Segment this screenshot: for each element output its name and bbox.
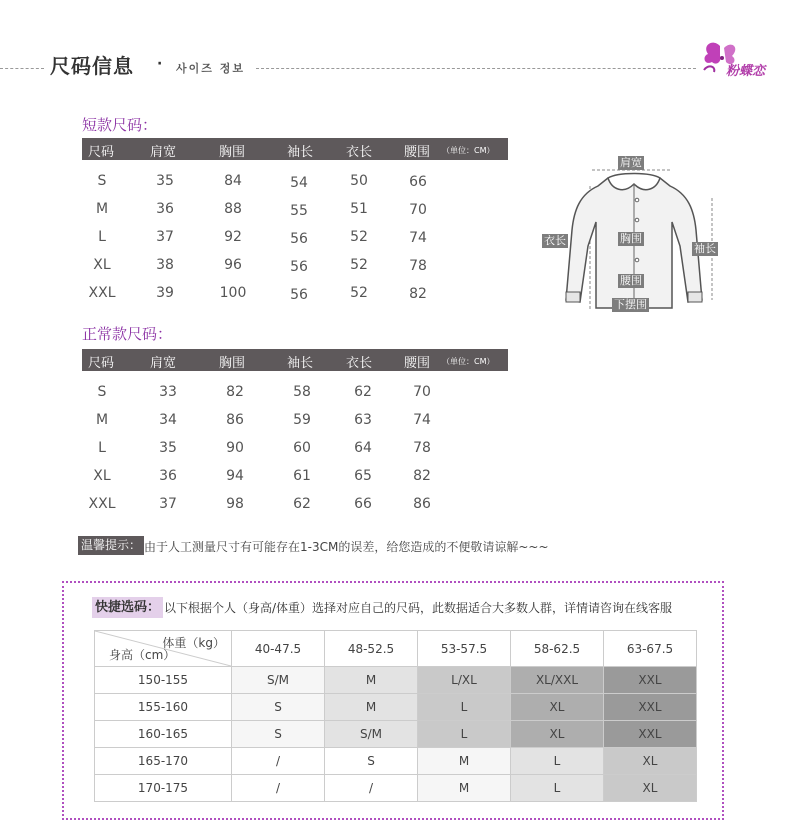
height-cell: 170-175 (95, 775, 232, 802)
regular-size-header (82, 349, 508, 371)
cell: 86 (413, 496, 431, 512)
cell: 70 (409, 202, 427, 218)
size-cell: XL (604, 775, 697, 802)
label-length: 衣长 (544, 234, 566, 247)
header-waist: 腰围 (404, 356, 431, 371)
size-cell: L (418, 721, 511, 748)
cell: 39 (156, 285, 174, 301)
cell: XXL (88, 496, 116, 512)
weight-col: 53-57.5 (418, 631, 511, 667)
cell: 63 (354, 412, 372, 428)
header-dash-right (256, 68, 696, 69)
size-cell: M (418, 775, 511, 802)
cell: S (97, 173, 107, 189)
header-chest: 胸围 (219, 356, 246, 371)
note-text: 由于人工测量尺寸有可能存在1-3CM的误差，给您造成的不便敬请谅解~~~ (144, 540, 549, 554)
size-cell: XXL (604, 721, 697, 748)
height-cell: 155-160 (95, 694, 232, 721)
height-cell: 150-155 (95, 667, 232, 694)
cell: 66 (409, 174, 427, 190)
size-cell: M (325, 694, 418, 721)
cell: 54 (290, 175, 308, 191)
cell: 51 (350, 201, 368, 217)
quick-select-tag: 快捷选码： (92, 597, 163, 618)
corner-cell (95, 631, 232, 667)
size-cell: S/M (232, 667, 325, 694)
cell: 100 (219, 285, 247, 301)
cell: 90 (226, 440, 244, 456)
cell: 64 (354, 440, 372, 456)
cell: 50 (350, 173, 368, 189)
weight-col: 58-62.5 (511, 631, 604, 667)
weight-col: 48-52.5 (325, 631, 418, 667)
size-cell: XL (511, 694, 604, 721)
size-cell: XL (604, 748, 697, 775)
cell: S (97, 384, 107, 400)
weight-col: 40-47.5 (232, 631, 325, 667)
size-cell: S/M (325, 721, 418, 748)
cell: 78 (413, 440, 431, 456)
shirt-diagram (540, 150, 730, 320)
cell: 86 (226, 412, 244, 428)
cell: 82 (409, 286, 427, 302)
height-cell: 165-170 (95, 748, 232, 775)
size-cell: XL/XXL (511, 667, 604, 694)
cell: 74 (413, 412, 431, 428)
cell: 55 (290, 203, 308, 219)
cell: 62 (354, 384, 372, 400)
page-subtitle: 사이즈 정보 (176, 62, 245, 75)
header-sleeve: 袖长 (287, 145, 314, 160)
header-shoulder: 肩宽 (150, 356, 177, 371)
weight-label: 体重（kg） (162, 636, 225, 650)
cell: 70 (413, 384, 431, 400)
regular-size-title: 正常款尺码： (82, 325, 173, 343)
header-length: 衣长 (346, 145, 373, 160)
size-cell: XL (511, 721, 604, 748)
table-row (95, 667, 697, 694)
table-row (95, 748, 697, 775)
weight-col: 63-67.5 (604, 631, 697, 667)
cell: 35 (159, 440, 177, 456)
cell: 52 (350, 229, 368, 245)
cell: 65 (354, 468, 372, 484)
cell: 56 (290, 259, 308, 275)
cell: 56 (290, 287, 308, 303)
header-unit: （单位：CM） (442, 146, 495, 155)
cell: 60 (293, 440, 311, 456)
size-cell: / (325, 775, 418, 802)
cell: 62 (293, 496, 311, 512)
cell: 96 (224, 257, 242, 273)
size-cell: L (511, 775, 604, 802)
cell: 94 (226, 468, 244, 484)
header-sleeve: 袖长 (287, 356, 314, 371)
size-cell: XXL (604, 694, 697, 721)
page-title: 尺码信息 (50, 54, 134, 78)
cell: 37 (159, 496, 177, 512)
size-cell: S (325, 748, 418, 775)
cell: 35 (156, 173, 174, 189)
cell: 36 (159, 468, 177, 484)
quick-size-table (94, 630, 697, 802)
header-size: 尺码 (88, 145, 115, 160)
size-cell: L (511, 748, 604, 775)
logo-text: 粉蝶恋 (726, 64, 766, 79)
table-row (95, 775, 697, 802)
cell: XL (93, 257, 111, 273)
label-waist: 腰围 (620, 274, 642, 287)
size-cell: M (418, 748, 511, 775)
cell: 98 (226, 496, 244, 512)
label-hem: 下摆围 (614, 298, 647, 311)
header-unit: （单位：CM） (442, 357, 495, 366)
cell: 52 (350, 285, 368, 301)
size-cell: M (325, 667, 418, 694)
header-size: 尺码 (88, 356, 115, 371)
height-cell: 160-165 (95, 721, 232, 748)
cell: 52 (350, 257, 368, 273)
height-label: 身高（cm） (109, 648, 176, 662)
cell: XL (93, 468, 111, 484)
size-cell: L (418, 694, 511, 721)
header-dash-left (0, 68, 44, 69)
label-chest: 胸围 (620, 232, 642, 245)
cell: 34 (159, 412, 177, 428)
cell: 58 (293, 384, 311, 400)
cell: M (95, 201, 109, 217)
cell: 36 (156, 201, 174, 217)
quick-select-text: 以下根据个人（身高/体重）选择对应自己的尺码，此数据适合大多数人群，详情请咨询在线客服 (164, 601, 673, 615)
cell: 82 (226, 384, 244, 400)
cell: 66 (354, 496, 372, 512)
header-length: 衣长 (346, 356, 373, 371)
header-waist: 腰围 (404, 145, 431, 160)
cell: 59 (293, 412, 311, 428)
table-row (95, 721, 697, 748)
short-size-title: 短款尺码： (82, 116, 158, 134)
cell: 78 (409, 258, 427, 274)
table-header-row (95, 631, 697, 667)
cell: 37 (156, 229, 174, 245)
short-size-header (82, 138, 508, 160)
cell: 82 (413, 468, 431, 484)
cell: 33 (159, 384, 177, 400)
cell: 61 (293, 468, 311, 484)
size-cell: L/XL (418, 667, 511, 694)
header-shoulder: 肩宽 (150, 145, 177, 160)
cell: 84 (224, 173, 242, 189)
size-cell: S (232, 721, 325, 748)
table-row (95, 694, 697, 721)
cell: XXL (88, 285, 116, 301)
cell: 88 (224, 201, 242, 217)
cell: L (98, 440, 106, 456)
header-chest: 胸围 (219, 145, 246, 160)
size-cell: / (232, 775, 325, 802)
label-shoulder: 肩宽 (620, 156, 642, 169)
label-sleeve: 袖长 (694, 242, 716, 255)
cell: M (95, 412, 109, 428)
cell: 74 (409, 230, 427, 246)
size-cell: S (232, 694, 325, 721)
cell: 56 (290, 231, 308, 247)
note-tag: 温馨提示： (78, 536, 144, 555)
cell: 38 (156, 257, 174, 273)
size-cell: XXL (604, 667, 697, 694)
title-separator: · (157, 56, 163, 72)
cell: 92 (224, 229, 242, 245)
size-cell: / (232, 748, 325, 775)
cell: L (98, 229, 106, 245)
